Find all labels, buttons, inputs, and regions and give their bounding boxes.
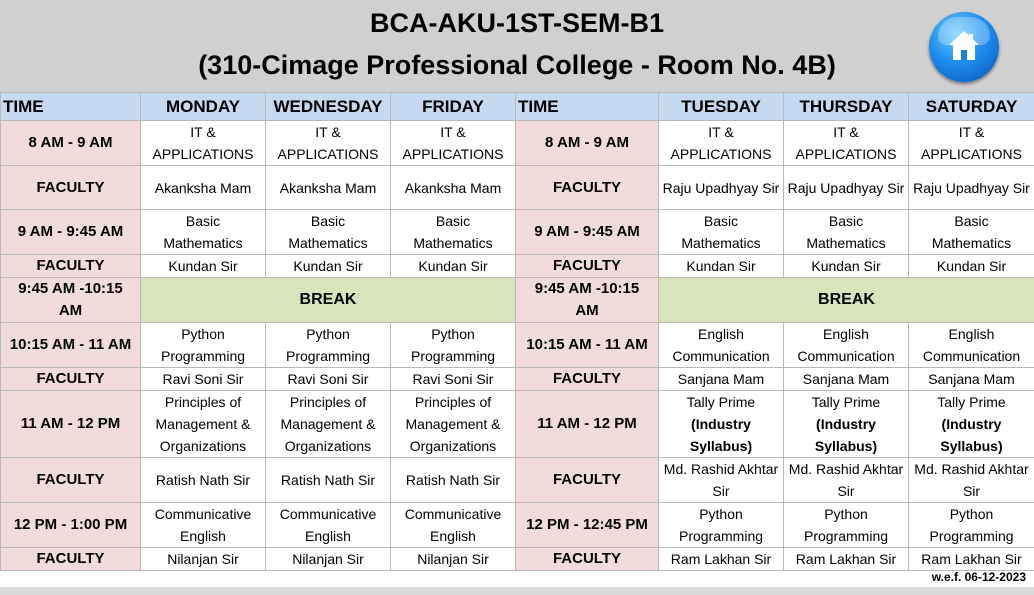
slot1-row: [1, 121, 1034, 166]
slot4-time-left: 11 AM - 12 PM: [1, 391, 141, 458]
thursday-slot1-faculty: Raju Upadhyay Sir: [784, 166, 909, 210]
college-room-subtitle: (310-Cimage Professional College - Room No. 4B): [198, 50, 836, 80]
monday-slot5-subject: Communicative English: [141, 503, 266, 548]
friday-slot4-faculty: Ratish Nath Sir: [391, 458, 516, 503]
slot1-time-right: 8 AM - 9 AM: [516, 121, 659, 166]
friday-slot3-subject: Python Programming: [391, 323, 516, 368]
home-icon: [946, 28, 982, 64]
monday-slot4-faculty: Ratish Nath Sir: [141, 458, 266, 503]
friday-slot2-faculty: Kundan Sir: [391, 255, 516, 278]
effective-date: w.e.f. 06-12-2023: [931, 570, 1026, 584]
wednesday-slot4-faculty: Ratish Nath Sir: [266, 458, 391, 503]
monday-slot4-subject: Principles of Management & Organizations: [141, 391, 266, 458]
tuesday-slot3-faculty: Sanjana Mam: [659, 368, 784, 391]
wednesday-slot1-faculty: Akanksha Mam: [266, 166, 391, 210]
faculty-label: FACULTY: [516, 166, 659, 210]
slot2-time-right: 9 AM - 9:45 AM: [516, 210, 659, 255]
tuesday-slot1-subject: IT & APPLICATIONS: [659, 121, 784, 166]
monday-slot1-faculty: Akanksha Mam: [141, 166, 266, 210]
home-button[interactable]: [929, 12, 999, 82]
saturday-slot3-faculty: Sanjana Mam: [909, 368, 1034, 391]
friday-slot1-subject: IT & APPLICATIONS: [391, 121, 516, 166]
header-time-left: TIME: [1, 93, 141, 121]
friday-slot5-subject: Communicative English: [391, 503, 516, 548]
slot2-row: [1, 210, 1034, 255]
thursday-slot2-faculty: Kundan Sir: [784, 255, 909, 278]
header-thursday: THURSDAY: [784, 93, 909, 121]
tuesday-slot1-faculty: Raju Upadhyay Sir: [659, 166, 784, 210]
slot1-time-left: 8 AM - 9 AM: [1, 121, 141, 166]
faculty-label: FACULTY: [516, 255, 659, 278]
thursday-slot3-subject: English Communication: [784, 323, 909, 368]
wednesday-slot3-subject: Python Programming: [266, 323, 391, 368]
monday-slot3-faculty: Ravi Soni Sir: [141, 368, 266, 391]
saturday-slot2-subject: Basic Mathematics: [909, 210, 1034, 255]
saturday-slot1-subject: IT & APPLICATIONS: [909, 121, 1034, 166]
wednesday-slot4-subject: Principles of Management & Organizations: [266, 391, 391, 458]
tuesday-slot3-subject: English Communication: [659, 323, 784, 368]
monday-slot2-subject: Basic Mathematics: [141, 210, 266, 255]
slot5-faculty-row: [1, 548, 1034, 571]
tuesday-slot4-faculty: Md. Rashid Akhtar Sir: [659, 458, 784, 503]
slot5-time-right: 12 PM - 12:45 PM: [516, 503, 659, 548]
faculty-label: FACULTY: [1, 255, 141, 278]
monday-slot1-subject: IT & APPLICATIONS: [141, 121, 266, 166]
saturday-slot1-faculty: Raju Upadhyay Sir: [909, 166, 1034, 210]
slot4-row: [1, 391, 1034, 458]
slot4-faculty-row: [1, 458, 1034, 503]
header-wednesday: WEDNESDAY: [266, 93, 391, 121]
saturday-slot5-subject: Python Programming: [909, 503, 1034, 548]
header-time-right: TIME: [516, 93, 659, 121]
footer-bar: [0, 587, 1034, 595]
break-cell-left: BREAK: [141, 278, 516, 323]
wednesday-slot5-faculty: Nilanjan Sir: [266, 548, 391, 571]
saturday-slot5-faculty: Ram Lakhan Sir: [909, 548, 1034, 571]
thursday-slot5-faculty: Ram Lakhan Sir: [784, 548, 909, 571]
wednesday-slot3-faculty: Ravi Soni Sir: [266, 368, 391, 391]
monday-slot5-faculty: Nilanjan Sir: [141, 548, 266, 571]
slot3-faculty-row: [1, 368, 1034, 391]
faculty-label: FACULTY: [516, 548, 659, 571]
timetable: [0, 92, 1034, 571]
wednesday-slot1-subject: IT & APPLICATIONS: [266, 121, 391, 166]
monday-slot2-faculty: Kundan Sir: [141, 255, 266, 278]
wednesday-slot2-subject: Basic Mathematics: [266, 210, 391, 255]
header-monday: MONDAY: [141, 93, 266, 121]
tuesday-slot2-faculty: Kundan Sir: [659, 255, 784, 278]
friday-slot2-subject: Basic Mathematics: [391, 210, 516, 255]
slot2-faculty-row: [1, 255, 1034, 278]
slot4-time-right: 11 AM - 12 PM: [516, 391, 659, 458]
wednesday-slot2-faculty: Kundan Sir: [266, 255, 391, 278]
slot2-time-left: 9 AM - 9:45 AM: [1, 210, 141, 255]
faculty-label: FACULTY: [516, 458, 659, 503]
thursday-slot2-subject: Basic Mathematics: [784, 210, 909, 255]
slot3-row: [1, 323, 1034, 368]
saturday-slot2-faculty: Kundan Sir: [909, 255, 1034, 278]
friday-slot5-faculty: Nilanjan Sir: [391, 548, 516, 571]
faculty-label: FACULTY: [1, 368, 141, 391]
faculty-label: FACULTY: [1, 166, 141, 210]
slot3-time-right: 10:15 AM - 11 AM: [516, 323, 659, 368]
friday-slot4-subject: Principles of Management & Organizations: [391, 391, 516, 458]
friday-slot3-faculty: Ravi Soni Sir: [391, 368, 516, 391]
faculty-label: FACULTY: [1, 458, 141, 503]
faculty-label: FACULTY: [516, 368, 659, 391]
header-row: [1, 93, 1034, 121]
header-saturday: SATURDAY: [909, 93, 1034, 121]
timetable-title: BCA-AKU-1ST-SEM-B1: [369, 8, 664, 38]
saturday-slot3-subject: English Communication: [909, 323, 1034, 368]
title-banner: [0, 0, 1034, 92]
break-time-left: 9:45 AM -10:15 AM: [1, 278, 141, 323]
break-time-right: 9:45 AM -10:15 AM: [516, 278, 659, 323]
saturday-slot4-subject: Tally Prime (Industry Syllabus): [909, 391, 1034, 458]
slot5-time-left: 12 PM - 1:00 PM: [1, 503, 141, 548]
break-cell-right: BREAK: [659, 278, 1034, 323]
friday-slot1-faculty: Akanksha Mam: [391, 166, 516, 210]
header-tuesday: TUESDAY: [659, 93, 784, 121]
monday-slot3-subject: Python Programming: [141, 323, 266, 368]
break-row: [1, 278, 1034, 323]
tuesday-slot5-faculty: Ram Lakhan Sir: [659, 548, 784, 571]
wednesday-slot5-subject: Communicative English: [266, 503, 391, 548]
tuesday-slot5-subject: Python Programming: [659, 503, 784, 548]
thursday-slot3-faculty: Sanjana Mam: [784, 368, 909, 391]
thursday-slot4-subject: Tally Prime (Industry Syllabus): [784, 391, 909, 458]
thursday-slot4-faculty: Md. Rashid Akhtar Sir: [784, 458, 909, 503]
faculty-label: FACULTY: [1, 548, 141, 571]
header-friday: FRIDAY: [391, 93, 516, 121]
thursday-slot1-subject: IT & APPLICATIONS: [784, 121, 909, 166]
slot5-row: [1, 503, 1034, 548]
tuesday-slot4-subject: Tally Prime (Industry Syllabus): [659, 391, 784, 458]
saturday-slot4-faculty: Md. Rashid Akhtar Sir: [909, 458, 1034, 503]
thursday-slot5-subject: Python Programming: [784, 503, 909, 548]
slot1-faculty-row: [1, 166, 1034, 210]
tuesday-slot2-subject: Basic Mathematics: [659, 210, 784, 255]
slot3-time-left: 10:15 AM - 11 AM: [1, 323, 141, 368]
